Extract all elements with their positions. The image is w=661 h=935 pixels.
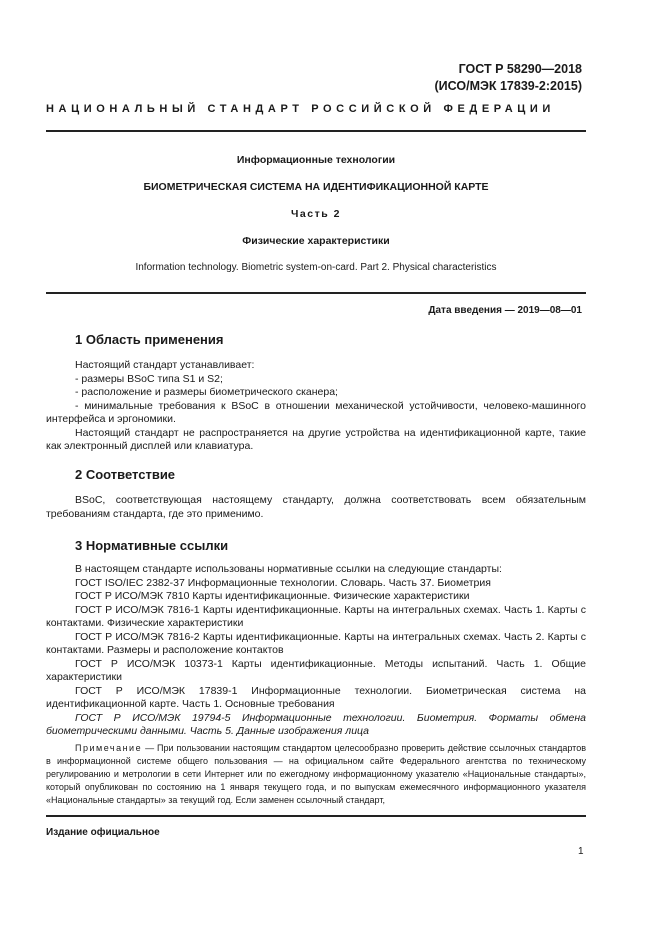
scope-line: - расположение и размеры биометрического сканера; [75,386,338,398]
scope-line: - размеры BSoC типа S1 и S2; [75,372,223,385]
reference-item: ГОСТ Р ИСО/МЭК 7816-2 Карты идентификационные. Карты на интегральных схемах. Часть 2. Карты с контактами. Размеры и расположение контактов [46,630,586,656]
intro-date: Дата введения — 2019—08—01 [428,305,582,316]
reference-item: ГОСТ Р ИСО/МЭК 7816-1 Карты идентификационные. Карты на интегральных схемах. Часть 1. Карты с контактами. Физические характеристики [46,603,586,629]
conformance-paragraph: BSoC, соответствующая настоящему стандарту, должна соответствовать всем обязательным требованиям стандарта, где это применимо. [46,494,586,520]
note-text: — При пользовании настоящим стандартом целесообразно проверить действие ссылочных стандартов в информационной системе общего пользования — на официальном сайте Федерального агентства по техническому регулированию и метрологии в сети Интернет или по ежегодному информационному указателю «Национальные стандарты», который опубликован по состоянию на 1 января текущего года, и по выпускам ежемесячного информационного указателя «Национальные стандарты» за текущий год. Если заменен ссылочный стандарт, [46,743,586,805]
page-number: 1 [578,846,584,857]
official-edition: Издание официальное [46,827,160,838]
section-3-heading: 3 Нормативные ссылки [75,538,229,553]
scope-line: Настоящий стандарт устанавливает: [75,359,255,371]
reference-item: ГОСТ Р ИСО/МЭК 7810 Карты идентификационные. Физические характеристики [75,590,470,602]
title-topic: Информационные технологии [236,154,396,166]
reference-item: ГОСТ ISO/IEC 2382-37 Информационные технологии. Словарь. Часть 37. Биометрия [75,576,491,589]
reference-item: ГОСТ Р ИСО/МЭК 17839-1 Информационные технологии. Биометрическая система на идентификационной карте. Часть 1. Основные требования [46,684,586,710]
gost-number: ГОСТ Р 58290—2018 [458,62,582,76]
section-2-body [46,494,586,521]
title-subtitle: Физические характеристики [242,235,390,247]
title-main: БИОМЕТРИЧЕСКАЯ СИСТЕМА НА ИДЕНТИФИКАЦИОННОЙ КАРТЕ [143,181,489,193]
section-1-body [46,359,586,454]
scope-paragraph: Настоящий стандарт не распространяется на другие устройства на идентификационной карте, такие как электронный дисплей или клавиатура. [46,426,586,452]
note [46,742,586,807]
title-part: Часть 2 [291,208,341,220]
scope-line: - минимальные требования к BSoC в отношении механической устойчивости, человеко-машинного интерфейса и эргономики. [46,399,586,425]
note-paragraph [46,742,586,807]
title-english: Information technology. Biometric system-on-card. Part 2. Physical characteristics [135,262,497,273]
top-rule [46,130,586,132]
refs-intro: В настоящем стандарте использованы нормативные ссылки на следующие стандарты: [75,563,502,575]
reference-item-italic: ГОСТ Р ИСО/МЭК 19794-5 Информационные технологии. Биометрия. Форматы обмена биометрическими данными. Часть 5. Данные изображения лица [46,711,586,737]
footer-rule [46,815,586,817]
standard-designation [435,61,582,95]
section-1-heading: 1 Область применения [75,332,224,347]
national-standard-banner: НАЦИОНАЛЬНЫЙ СТАНДАРТ РОССИЙСКОЙ ФЕДЕРАЦИИ [46,103,555,115]
iso-number: (ИСО/МЭК 17839-2:2015) [434,79,582,93]
note-label: Примечание [75,743,143,753]
reference-item: ГОСТ Р ИСО/МЭК 10373-1 Карты идентификационные. Методы испытаний. Часть 1. Общие характеристики [46,657,586,683]
section-2-heading: 2 Соответствие [75,467,176,482]
title-rule [46,292,586,294]
section-3-body [46,563,586,739]
